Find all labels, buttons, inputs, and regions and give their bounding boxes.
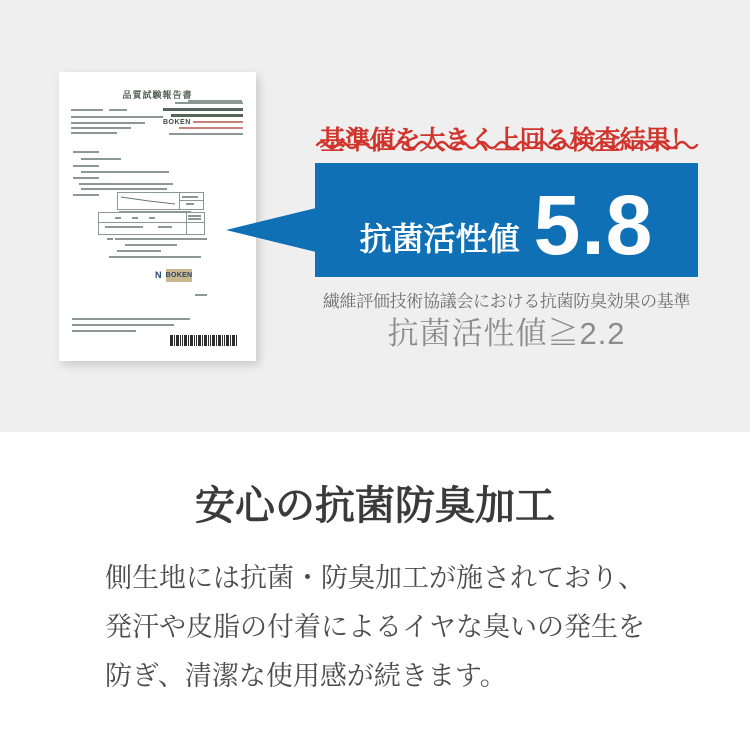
doc-text-line bbox=[179, 127, 243, 129]
doc-text-line bbox=[175, 102, 243, 104]
doc-text-line bbox=[72, 318, 190, 320]
doc-text-line bbox=[71, 116, 163, 118]
doc-text-line bbox=[73, 177, 99, 179]
reduction-graph-table bbox=[117, 192, 204, 210]
wavy-underline-icon bbox=[315, 136, 699, 150]
doc-text-line bbox=[109, 109, 127, 111]
doc-text-line bbox=[81, 171, 169, 173]
doc-text-line bbox=[71, 132, 117, 134]
standard-value: 抗菌活性値≧2.2 bbox=[387, 316, 626, 351]
doc-text-line bbox=[115, 217, 121, 219]
doc-text-line bbox=[72, 324, 174, 326]
section-heading: 安心の抗菌防臭加工 bbox=[195, 484, 555, 528]
document-title: 品質試験報告書 bbox=[122, 90, 193, 100]
doc-text-line bbox=[72, 330, 136, 332]
doc-text-line bbox=[188, 215, 201, 217]
doc-text-line bbox=[73, 194, 99, 196]
doc-text-line bbox=[163, 108, 243, 111]
result-headline: 基準値を大きく上回る検査結果！ bbox=[319, 124, 695, 155]
doc-text-line bbox=[115, 238, 207, 240]
body-line: 発汗や皮脂の付着によるイヤな臭いの発生を bbox=[105, 612, 645, 642]
activity-value-callout bbox=[315, 163, 698, 277]
doc-text-line bbox=[105, 226, 143, 228]
doc-text-line bbox=[81, 188, 167, 190]
doc-text-line bbox=[81, 158, 121, 160]
doc-text-line bbox=[158, 226, 172, 228]
activity-value: 5.8 bbox=[533, 178, 654, 273]
body-line: 側生地には抗菌・防臭加工が施されており、 bbox=[105, 563, 645, 593]
boken-header-logo: BOKEN bbox=[163, 119, 191, 126]
doc-text-line bbox=[186, 203, 194, 205]
doc-text-line bbox=[71, 109, 103, 111]
doc-text-line bbox=[169, 133, 243, 135]
body-paragraph bbox=[105, 554, 650, 701]
doc-text-line bbox=[132, 217, 138, 219]
doc-text-line bbox=[182, 196, 198, 198]
callout-pointer-icon bbox=[226, 206, 316, 254]
doc-text-line bbox=[73, 151, 99, 153]
barcode bbox=[170, 335, 238, 346]
decline-curve-icon bbox=[119, 193, 179, 207]
doc-text-line bbox=[109, 256, 201, 258]
activity-value-label: 抗菌活性値 bbox=[359, 221, 520, 257]
doc-text-line bbox=[188, 218, 201, 220]
n-boken-logo-n: N bbox=[155, 270, 162, 280]
doc-text-line bbox=[125, 244, 177, 246]
doc-text-line bbox=[171, 114, 243, 117]
doc-text-line bbox=[107, 238, 113, 240]
n-boken-logo: BOKEN bbox=[166, 269, 192, 282]
description-section bbox=[0, 432, 750, 750]
doc-text-line bbox=[117, 250, 161, 252]
body-line: 防ぎ、清潔な使用感が続きます。 bbox=[105, 661, 507, 691]
doc-text-line bbox=[71, 127, 131, 129]
doc-text-line bbox=[79, 183, 173, 185]
result-table bbox=[98, 212, 205, 235]
doc-text-line bbox=[149, 217, 155, 219]
standard-note: 繊維評価技術協議会における抗菌防臭効果の基準 bbox=[322, 292, 691, 311]
doc-text-line bbox=[193, 121, 243, 123]
doc-text-line bbox=[73, 165, 99, 167]
doc-text-line bbox=[71, 122, 145, 124]
doc-text-line bbox=[195, 294, 207, 296]
